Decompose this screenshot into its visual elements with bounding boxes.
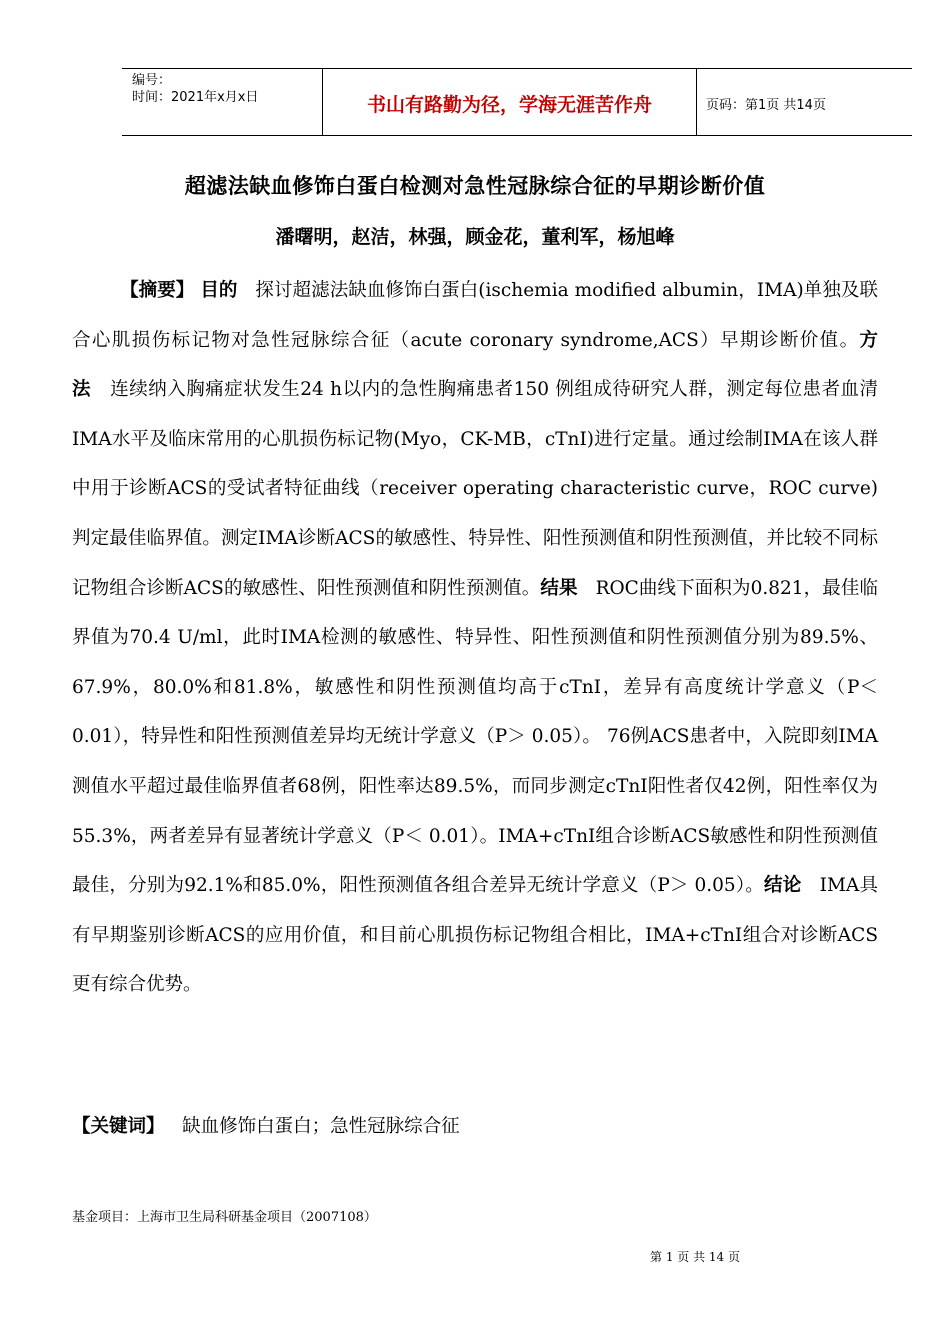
header-bottom-rule: [122, 135, 912, 136]
header-motto: 书山有路勤为径，学海无涯苦作舟: [366, 94, 652, 116]
fund-note: 基金项目：上海市卫生局科研基金项目（2007108）: [72, 1210, 377, 1225]
paper-authors: 潘曙明，赵洁，林强，顾金花，董利军，杨旭峰: [275, 226, 675, 248]
paper-title: 超滤法缺血修饰白蛋白检测对急性冠脉综合征的早期诊断价值: [184, 174, 766, 198]
header-divider: [696, 68, 697, 136]
keywords: [72, 1112, 460, 1138]
document-header: [122, 68, 912, 136]
conclusion-label: 结论: [764, 875, 802, 897]
objective-text: 探讨超滤法缺血修饰白蛋白(ischemia modified albumin，IMA)单独及联合心肌损伤标记物对急性冠脉综合征（acute coronary syndrome,ACS）早期诊断价值。: [72, 280, 878, 351]
time-label: 时间：2021年x月x日: [132, 90, 259, 105]
header-meta: [132, 72, 258, 106]
number-label: 编号：: [132, 73, 172, 88]
abstract-label: 【摘要】: [120, 280, 195, 301]
page-footer: 第 1 页 共 14 页: [650, 1250, 740, 1264]
objective-label: 目的: [200, 280, 238, 301]
results-label: 结果: [540, 577, 578, 599]
keywords-text: 缺血修饰白蛋白；急性冠脉综合征: [182, 1116, 460, 1137]
methods-label: 方法: [72, 329, 878, 401]
results-text: ROC曲线下面积为0.821，最佳临界值为70.4 U/ml，此时IMA检测的敏感性、特异性、阳性预测值和阴性预测值分别为89.5%、67.9%，80.0%和81.8%，敏感性和阴性预测值均高于cTnI，差异有高度统计学意义（P＜ 0.01），特异性和阳性预测值差异均无统计学意义（P＞ 0.05）。 76例ACS患者中，入院即刻IMA测值水平超过最佳临界值者68例，阳性率达89.5%，而同步测定cTnI阳性者仅42例，阳性率仅为55.3%，两者差异有显著统计学意义（P＜ 0.01）。IMA+cTnI组合诊断ACS敏感性和阴性预测值最佳，分别为92.1%和85.0%，阳性预测值各组合差异无统计学意义（P＞ 0.05）。: [72, 577, 878, 897]
methods-text: 连续纳入胸痛症状发生24 h以内的急性胸痛患者150 例组成待研究人群，测定每位患者血清IMA水平及临床常用的心肌损伤标记物(Myo，CK-MB，cTnI)进行定量。通过绘制IMA在该人群中用于诊断ACS的受试者特征曲线（receiver operating characteristic curve，ROC curve)判定最佳临界值。测定IMA诊断ACS的敏感性、特异性、阳性预测值和阴性预测值，并比较不同标记物组合诊断ACS的敏感性、阳性预测值和阴性预测值。: [72, 379, 878, 599]
header-page-info: 页码：第1页 共14页: [706, 98, 826, 113]
abstract: [72, 266, 878, 1010]
keywords-label: 【关键词】: [72, 1116, 165, 1137]
header-top-rule: [122, 68, 912, 69]
conclusion-text: IMA具有早期鉴别诊断ACS的应用价值，和目前心肌损伤标记物组合相比，IMA+cTnI组合对诊断ACS更有综合优势。: [72, 875, 878, 996]
